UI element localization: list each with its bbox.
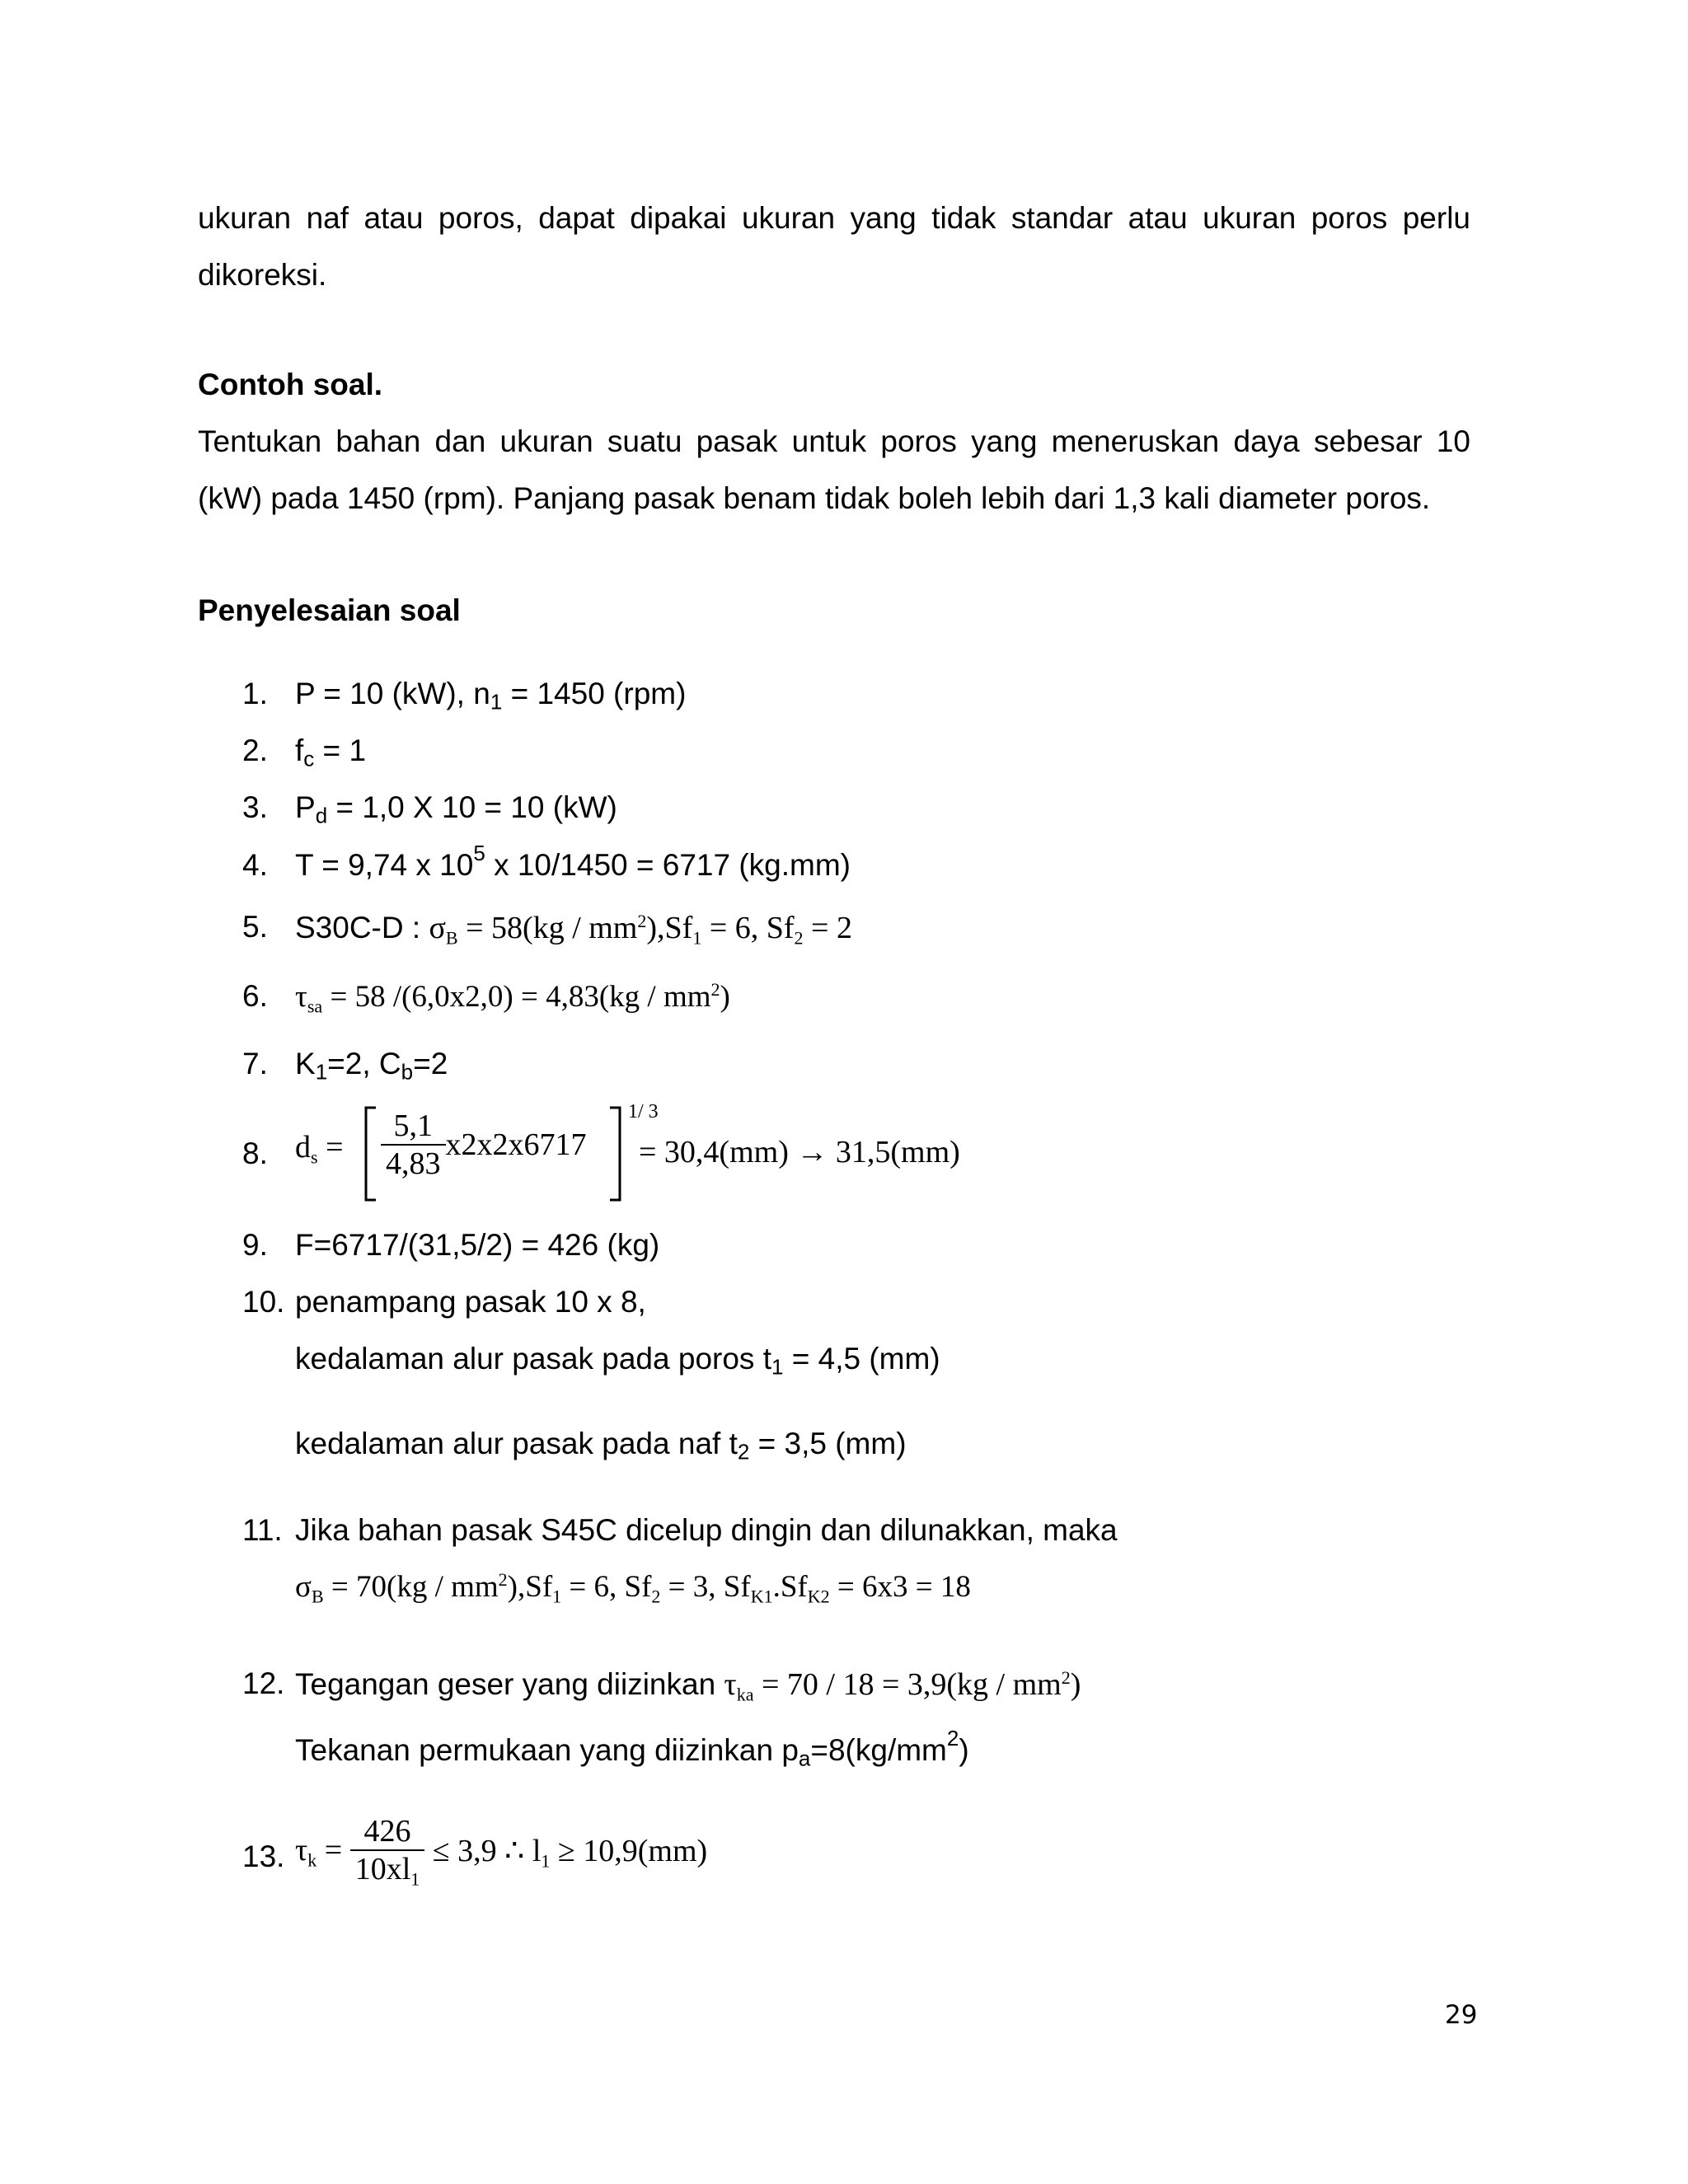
- step-12-formula: $\tau_{ka} = 70 / 18 = 3,9(kg / mm^2)$: [724, 1666, 1081, 1705]
- step-13-number: 13.: [242, 1840, 285, 1873]
- step-8-bracket-content: [381, 1108, 587, 1182]
- step-2: $f_c = 1$: [295, 733, 367, 771]
- step-5: S30C-D : $\sigma_B = 58(kg / mm^2),Sf_1 = 6$, $Sf_2 = 2$: [295, 910, 852, 949]
- step-1-number: 1.: [242, 677, 268, 710]
- step-8-frac-den: 4,83: [381, 1144, 446, 1182]
- step-9: F=6717/(31,5/2) = 426 (kg): [295, 1228, 660, 1262]
- step-12-line-2: Tekanan permukaan yang diizinkan $p_a=8(kg/mm^2)$: [295, 1725, 969, 1771]
- step-1: P = 10 (kW), $n_1 = 1450$ (rpm): [295, 677, 687, 715]
- step-13-frac-num: 426: [363, 1814, 411, 1849]
- step-3: $P_d = 1,0$ X 10 = 10 (kW): [295, 790, 617, 828]
- step-6-number: 6.: [242, 979, 268, 1013]
- step-11-formula: $\sigma_B = 70(kg / mm^2),Sf_1 = 6$, $Sf_2 = 3$, $Sf_{K1}.Sf_{K2} = 6x3 = 18$: [295, 1568, 971, 1607]
- step-8-result: = 30,4(mm) → 31,5(mm): [639, 1135, 960, 1169]
- step-7-number: 7.: [242, 1047, 268, 1080]
- step-12-line-1: Tegangan geser yang diizinkan $\tau_{ka} = 70 / 18 = 3,9(kg / mm^2)$: [295, 1666, 1081, 1705]
- step-5-number: 5.: [242, 910, 268, 944]
- step-8-mid: x2x2x6717: [445, 1127, 587, 1162]
- intro-paragraph: ukuran naf atau poros, dapat dipakai ukuran yang tidak standar atau ukuran poros perlu dikoreksi.: [198, 201, 1470, 292]
- step-9-number: 9.: [242, 1228, 268, 1262]
- step-10-line-2: kedalaman alur pasak pada poros $t_1 = 4,5$ (mm): [295, 1342, 940, 1380]
- example-paragraph: Tentukan bahan dan ukuran suatu pasak untuk poros yang meneruskan daya sebesar 10 (kW) pada 1450 (rpm). Panjang pasak benam tidak boleh lebih dari 1,3 kali diameter poros.: [198, 424, 1470, 515]
- step-12-number: 12.: [242, 1666, 285, 1700]
- step-3-number: 3.: [242, 790, 268, 824]
- step-11-number: 11.: [242, 1513, 283, 1547]
- step-2-number: 2.: [242, 733, 268, 767]
- page-number: 29: [1445, 2000, 1478, 2030]
- step-8-frac-num: 5,1: [393, 1108, 433, 1143]
- step-13-frac-den: $10xl_1$: [350, 1849, 425, 1887]
- solution-heading: Penyelesaian soal: [198, 593, 461, 627]
- step-6-formula: $\tau_{sa} = 58$ $/(6,0x2,0) = 4,83(kg / mm^2)$: [295, 978, 730, 1017]
- step-4: T = 9,74 x $10^5$ x 10/1450 = 6717 (kg.mm): [295, 840, 851, 882]
- step-10-line-3: kedalaman alur pasak pada naf $t_2 = 3,5$ (mm): [295, 1427, 907, 1465]
- step-10-number: 10.: [242, 1285, 285, 1319]
- step-8-number: 8.: [242, 1137, 268, 1170]
- step-5-formula: $\sigma_B = 58(kg / mm^2),Sf_1 = 6$, $Sf_2 = 2$: [429, 910, 852, 949]
- step-8-exponent: 1/ 3: [628, 1101, 659, 1122]
- example-heading: Contoh soal.: [198, 368, 383, 401]
- step-13-formula: $\tau_k$ = $\frac{426}{10xl_1}$ ≤ 3,9 ∴ $l_1 \ge 10,9(mm)$: [295, 1814, 708, 1890]
- step-4-number: 4.: [242, 848, 268, 882]
- step-11-line-1: Jika bahan pasak S45C dicelup dingin dan dilunakkan, maka: [295, 1513, 1118, 1547]
- step-10-line-1: penampang pasak 10 x 8,: [295, 1285, 646, 1319]
- step-7: $K_1=2$, $C_b=2$: [295, 1047, 448, 1085]
- step-8-formula-lhs: $d_s$ =: [295, 1130, 344, 1168]
